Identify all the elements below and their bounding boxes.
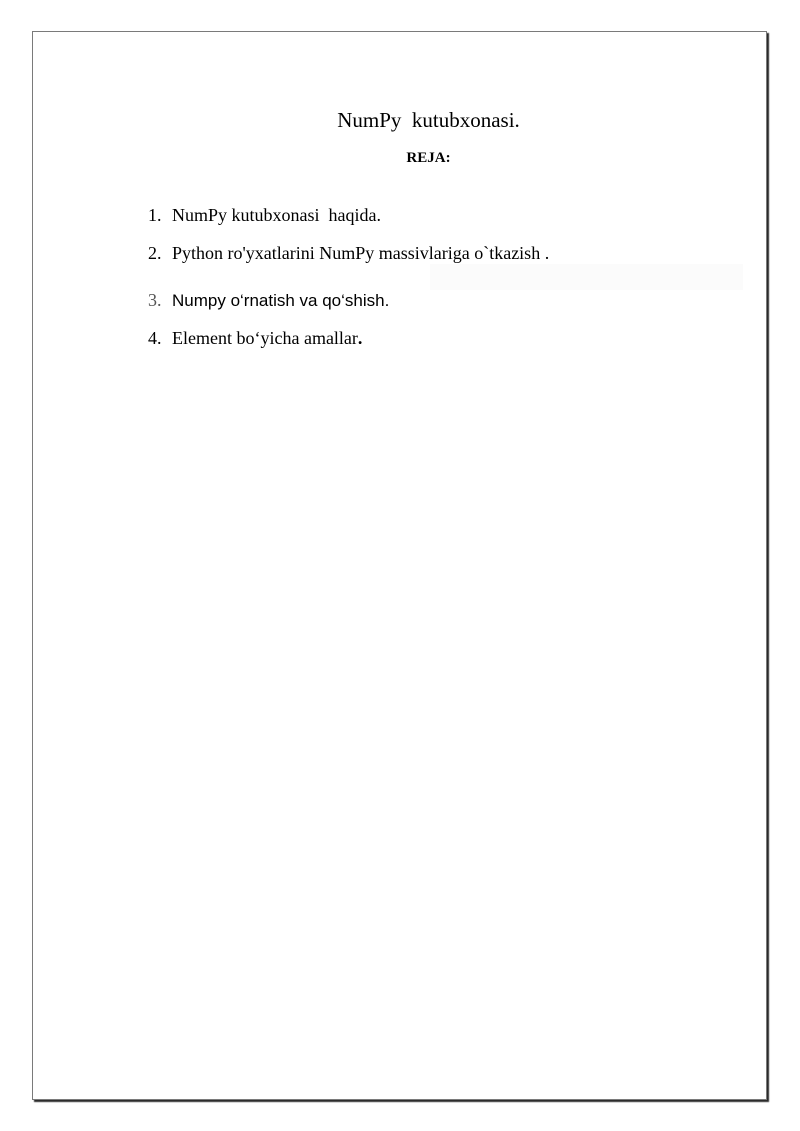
document-title: NumPy kutubxonasi.: [337, 108, 520, 132]
plan-item-number: 2.: [148, 243, 162, 263]
plan-item-text: Numpy o‘rnatish va qo‘shish.: [172, 291, 390, 310]
plan-item-text: Element bo‘yicha amallar: [172, 328, 358, 348]
text-highlight: [430, 264, 743, 290]
plan-item: [139, 220, 549, 264]
plan-item-period: .: [357, 328, 363, 348]
plan-item-text: NumPy kutubxonasi haqida.: [172, 205, 381, 225]
plan-item-text: Python ro'yxatlarini NumPy massivlariga o`tkazish .: [172, 243, 550, 263]
plan-item: [139, 305, 362, 349]
plan-item-number: 3.: [148, 290, 162, 310]
plan-heading: REJA:: [406, 150, 451, 166]
plan-item-number: 1.: [148, 205, 162, 225]
plan-item-number: 4.: [148, 328, 162, 348]
